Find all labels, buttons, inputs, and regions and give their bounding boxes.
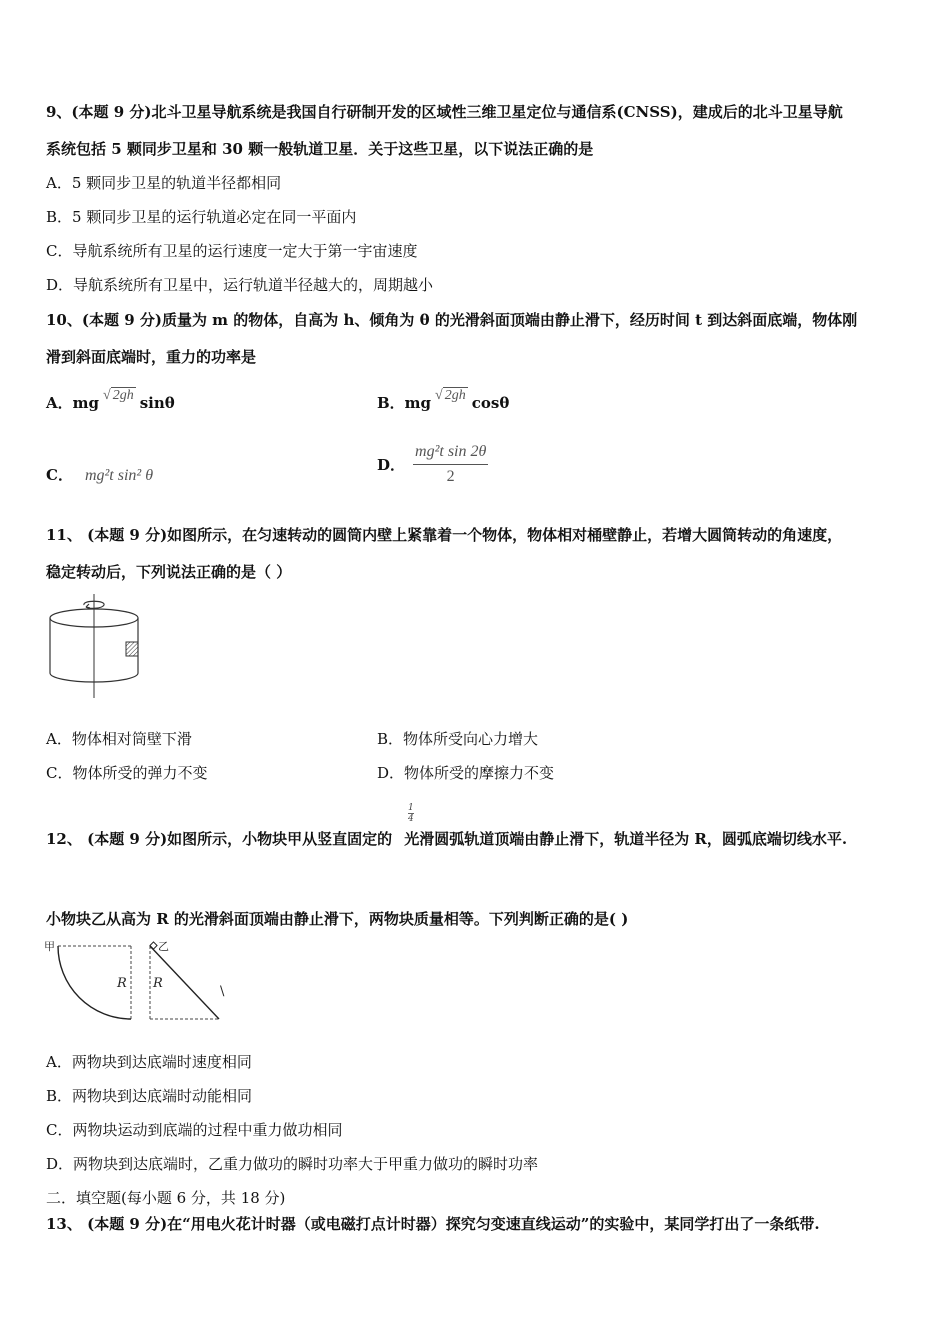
q11-option-b: B．物体所受向心力增大 (377, 730, 539, 748)
q10-option-a-sqrt: √ 2gh (103, 388, 134, 403)
q11-option-c: C．物体所受的弹力不变 (46, 764, 208, 782)
q10-stem-line1: 10、(本题 9 分)质量为 m 的物体，自高为 h、倾角为 θ 的光滑斜面顶端由静止滑下，经历时间 t 到达斜面底端，物体刚 (46, 311, 858, 329)
q9-option-d: D．导航系统所有卫星中，运行轨道半径越大的，周期越小 (46, 276, 434, 294)
q10-option-c (46, 465, 153, 486)
q12-quarter-fraction (408, 803, 414, 824)
q11-option-a: A．物体相对筒壁下滑 (46, 730, 192, 748)
label-jia: 甲 (44, 940, 55, 953)
q12-option-a: A．两物块到达底端时速度相同 (46, 1053, 252, 1071)
q10-option-c-label: C． (46, 466, 73, 484)
arc-and-incline-figure (44, 938, 234, 1028)
q10-option-a-radicand: 2gh (112, 388, 134, 403)
q9-option-b: B．5 颗同步卫星的运行轨道必定在同一平面内 (46, 208, 357, 226)
q10-option-a-tail: sinθ (139, 394, 175, 412)
q12-fraction-denominator: 4 (408, 814, 414, 824)
q11-stem-line2: 稳定转动后，下列说法正确的是（ ） (46, 563, 292, 581)
q10-option-d-numerator: mg²t sin 2θ (413, 443, 488, 465)
q10-option-b-label: B．mg (377, 394, 432, 412)
q10-option-d-denominator: 2 (446, 468, 455, 485)
q9-option-c: C．导航系统所有卫星的运行速度一定大于第一宇宙速度 (46, 242, 418, 260)
q9-stem-line1: 9、(本题 9 分)北斗卫星导航系统是我国自行研制开发的区域性三维卫星定位与通信系(CNSS)，建成后的北斗卫星导航 (46, 103, 843, 121)
q10-option-d (377, 443, 488, 486)
section-2-title: 二．填空题(每小题 6 分，共 18 分) (46, 1189, 286, 1207)
q12-option-d: D．两物块到达底端时，乙重力做功的瞬时功率大于甲重力做功的瞬时功率 (46, 1155, 539, 1173)
q12-stem-line2: 小物块乙从高为 R 的光滑斜面顶端由静止滑下，两物块质量相等。下列判断正确的是( ) (46, 910, 629, 928)
q12-stem-line1-before: 12、 (本题 9 分)如图所示，小物块甲从竖直固定的 (46, 830, 393, 848)
q11-option-d: D．物体所受的摩擦力不变 (377, 764, 555, 782)
q10-option-b-sqrt: √ 2gh (435, 388, 466, 403)
q11-stem-line1: 11、 (本题 9 分)如图所示，在匀速转动的圆筒内壁上紧靠着一个物体，物体相对桶壁静止，若增大圆筒转动的角速度， (46, 526, 843, 544)
q10-option-d-label: D． (377, 456, 406, 474)
q9-stem-line2: 系统包括 5 颗同步卫星和 30 颗一般轨道卫星．关于这些卫星，以下说法正确的是 (46, 140, 594, 158)
q12-option-b: B．两物块到达底端时动能相同 (46, 1087, 253, 1105)
q12-stem-line1 (46, 829, 847, 849)
rotating-cylinder-figure (44, 592, 144, 702)
stray-mark: \ (220, 984, 225, 999)
q9-option-a: A．5 颗同步卫星的轨道半径都相同 (46, 174, 282, 192)
q10-option-b-tail: cosθ (471, 394, 510, 412)
q12-fraction-numerator: 1 (408, 803, 414, 813)
q10-option-b-radicand: 2gh (444, 388, 466, 403)
q10-option-c-formula: mg²t sin² θ (84, 467, 154, 484)
q10-option-d-fraction (413, 443, 488, 486)
q10-option-a-label: A．mg (46, 394, 99, 412)
q12-stem-line1-after: 光滑圆弧轨道顶端由静止滑下，轨道半径为 R，圆弧底端切线水平. (404, 830, 848, 848)
label-r-incline: R (153, 976, 163, 991)
block-object (126, 642, 138, 656)
q12-option-c: C．两物块运动到底端的过程中重力做功相同 (46, 1121, 343, 1139)
q10-stem-line2: 滑到斜面底端时，重力的功率是 (46, 348, 257, 366)
q10-option-a (46, 388, 175, 415)
label-r-arc: R (117, 976, 127, 991)
q13-stem-line1: 13、 (本题 9 分)在“用电火花计时器（或电磁打点计时器）探究匀变速直线运动”的实验中，某同学打出了一条纸带. (46, 1215, 820, 1233)
q10-option-b (377, 388, 510, 415)
label-yi: 乙 (158, 940, 169, 953)
